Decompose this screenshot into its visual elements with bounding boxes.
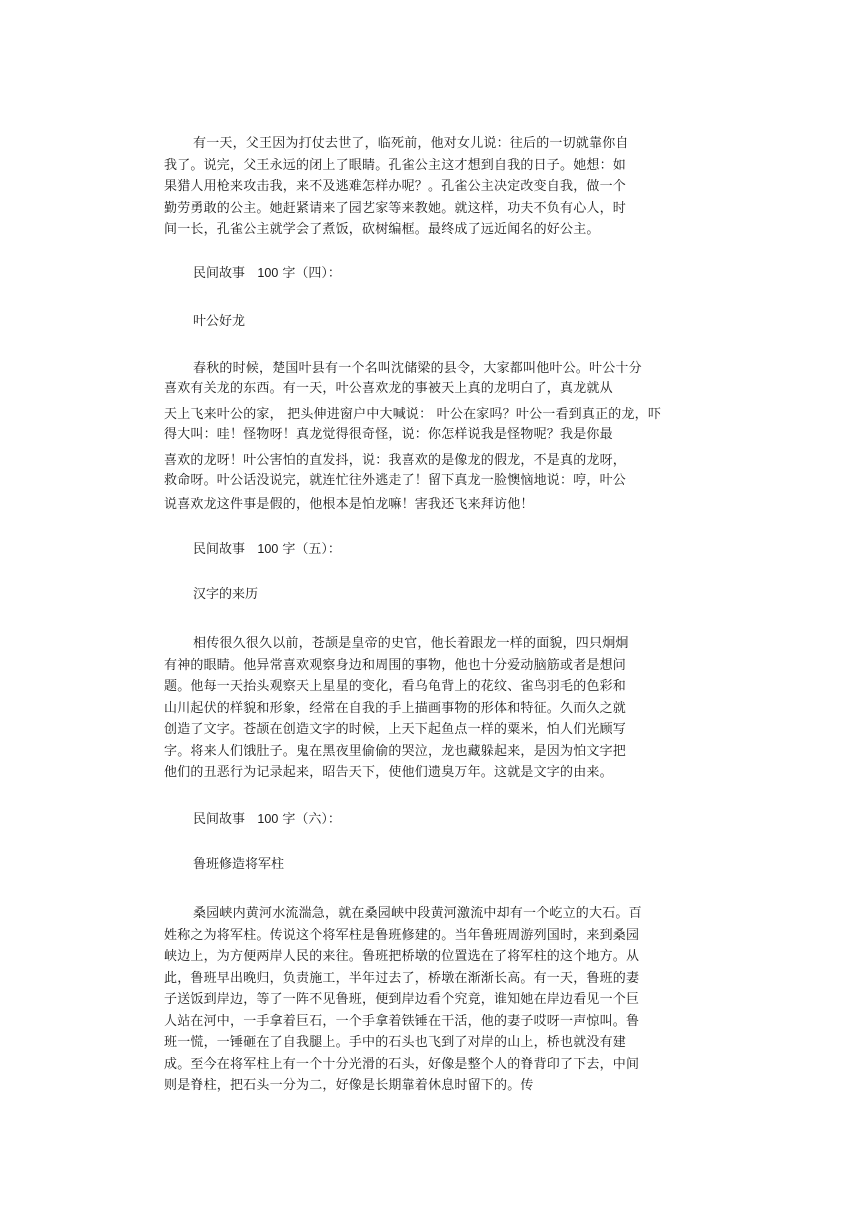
paragraph-line: 题。他每一天抬头观察天上星星的变化，看乌龟背上的花纹、雀鸟羽毛的色彩和 <box>164 679 627 694</box>
paragraph-line: 春秋的时候，楚国叶县有一个名叫沈储梁的县令，大家都叫他叶公。叶公十分 <box>193 361 642 376</box>
paragraph-line: 天上飞来叶公的家， 把头伸进窗户中大喊说： 叶公在家吗？叶公一看到真正的龙，吓 <box>164 407 662 422</box>
section-heading <box>193 540 341 559</box>
paragraph-line: 果猎人用枪来攻击我，来不及逃难怎样办呢？。孔雀公主决定改变自我，做一个 <box>164 179 627 194</box>
heading-prefix: 民间故事 <box>193 542 246 557</box>
paragraph-line: 桑园峡内黄河水流湍急，就在桑园峡中段黄河激流中却有一个屹立的大石。百 <box>193 906 642 921</box>
story-title: 叶公好龙 <box>193 314 246 329</box>
paragraph-luban-pillar <box>0 903 642 1097</box>
heading-suffix: 字（四）： <box>282 266 341 281</box>
story-title: 鲁班修造将军柱 <box>193 857 285 872</box>
paragraph-line: 间一长，孔雀公主就学会了煮饭，砍树编框。最终成了远近闻名的好公主。 <box>164 222 600 237</box>
paragraph-line: 峡边上，为方便两岸人民的来往。鲁班把桥墩的位置选在了将军柱的这个地方。从 <box>164 949 640 964</box>
heading-prefix: 民间故事 <box>193 266 246 281</box>
section-heading <box>193 264 341 283</box>
paragraph-line: 成。至今在将军柱上有一个十分光滑的石头，好像是整个人的脊背印了下去，中间 <box>164 1056 640 1072</box>
paragraph-line: 救命呀。叶公话没说完，就连忙往外逃走了！留下真龙一脸懊恼地说：哼，叶公 <box>164 473 627 488</box>
section-heading <box>193 810 341 829</box>
paragraph-line: 则是脊柱，把石头一分为二，好像是长期靠着休息时留下的。传 <box>164 1078 534 1093</box>
paragraph-line: 字。将来人们饿肚子。鬼在黑夜里偷偷的哭泣，龙也藏躲起来，是因为怕文字把 <box>164 743 627 759</box>
heading-number: 100 <box>257 266 279 280</box>
heading-prefix: 民间故事 <box>193 812 246 827</box>
heading-number: 100 <box>257 542 279 556</box>
paragraph-yegong-dragon <box>0 359 661 515</box>
paragraph-line: 人站在河中，一手拿着巨石，一个手拿着铁锤在干活，他的妻子哎呀一声惊叫。鲁 <box>164 1013 640 1029</box>
heading-suffix: 字（五）： <box>282 542 341 557</box>
paragraph-line: 子送饭到岸边，等了一阵不见鲁班，便到岸边看个究竟，谁知她在岸边看见一个巨 <box>164 992 640 1007</box>
paragraph-line: 山川起伏的样貌和形象，经常在自我的手上描画事物的形体和特征。久而久之就 <box>164 700 627 716</box>
paragraph-line: 姓称之为将军柱。传说这个将军柱是鲁班修建的。当年鲁班周游列国时，来到桑园 <box>164 927 640 943</box>
paragraph-line: 得大叫：哇！怪物呀！真龙觉得很奇怪，说：你怎样说我是怪物呢？我是你最 <box>164 427 613 442</box>
story-title: 汉字的来历 <box>193 587 259 602</box>
paragraph-line: 此，鲁班早出晚归，负责施工，半年过去了，桥墩在渐渐长高。有一天，鲁班的妻 <box>164 970 640 986</box>
paragraph-line: 喜欢有关龙的东西。有一天，叶公喜欢龙的事被天上真的龙明白了，真龙就从 <box>164 381 613 396</box>
paragraph-line: 说喜欢龙这件事是假的，他根本是怕龙嘛！害我还飞来拜访他！ <box>164 497 534 512</box>
heading-suffix: 字（六）： <box>282 812 341 827</box>
paragraph-line: 有一天，父王因为打仗去世了，临死前，他对女儿说：往后的一切就靠你自 <box>193 136 629 151</box>
paragraph-line: 创造了文字。苍颉在创造文字的时候，上天下起鱼点一样的粟米，怕人们光顾写 <box>164 722 627 737</box>
heading-number: 100 <box>257 812 279 826</box>
paragraph-peacock-princess <box>0 133 629 241</box>
paragraph-chinese-characters <box>0 633 629 784</box>
paragraph-line: 他们的丑恶行为记录起来，昭告天下，使他们遗臭万年。这就是文字的由来。 <box>164 765 613 780</box>
paragraph-line: 喜欢的龙呀！叶公害怕的直发抖，说：我喜欢的是像龙的假龙，不是真的龙呀， <box>164 453 627 468</box>
paragraph-line: 我了。说完，父王永远的闭上了眼睛。孔雀公主这才想到自我的日子。她想：如 <box>164 157 627 173</box>
paragraph-line: 有神的眼睛。他异常喜欢观察身边和周围的事物，他也十分爱动脑筋或者是想问 <box>164 657 627 673</box>
paragraph-line: 勤劳勇敢的公主。她赶紧请来了园艺家等来教她。就这样，功夫不负有心人，时 <box>164 200 627 216</box>
paragraph-line: 相传很久很久以前，苍颉是皇帝的史官，他长着跟龙一样的面貌，四只炯炯 <box>193 636 629 651</box>
paragraph-line: 班一慌，一锤砸在了自我腿上。手中的石头也飞到了对岸的山上，桥也就没有建 <box>164 1035 627 1050</box>
